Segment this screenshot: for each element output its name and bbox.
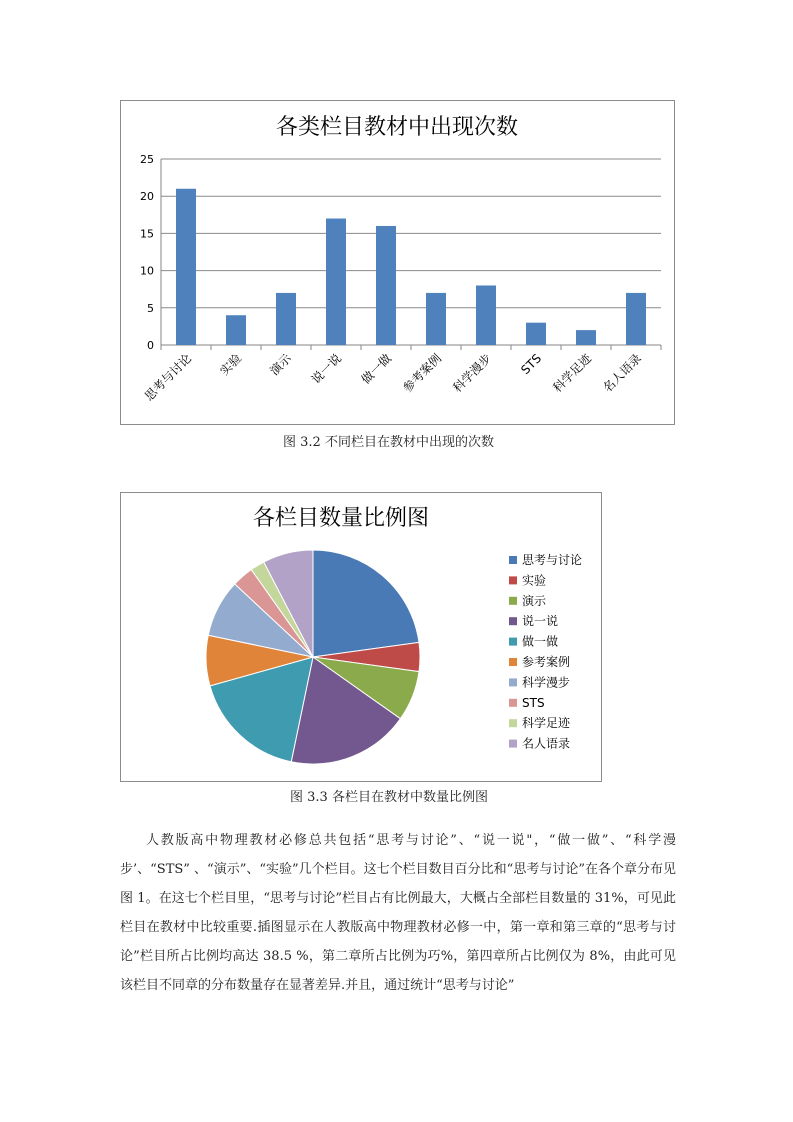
pie-chart-frame	[120, 492, 602, 782]
legend-label: 实验	[522, 573, 547, 588]
legend-swatch	[509, 678, 517, 686]
legend-label: 演示	[522, 593, 547, 608]
legend-swatch	[509, 719, 517, 727]
legend-swatch	[509, 597, 517, 605]
y-tick-label: 10	[140, 264, 154, 278]
legend-label: 科学足迹	[522, 716, 571, 731]
x-tick-label: 科学漫步	[450, 351, 495, 396]
x-tick-label: 科学足迹	[550, 351, 595, 396]
pie-slice	[313, 550, 419, 657]
x-tick-label: STS	[518, 351, 545, 378]
figure-caption-bar: 图 3.2 不同栏目在教材中出现的次数	[283, 435, 494, 450]
legend-swatch	[509, 556, 517, 564]
y-tick-label: 0	[147, 339, 154, 352]
pie-chart	[121, 493, 601, 781]
body-text	[120, 826, 676, 1000]
figure-caption-pie: 图 3.3 各栏目在教材中数量比例图	[290, 790, 488, 805]
bar	[276, 293, 296, 345]
y-tick-label: 15	[140, 227, 154, 241]
legend-swatch	[509, 699, 517, 707]
x-tick-label: 演示	[267, 351, 295, 379]
legend-label: 参考案例	[522, 655, 571, 669]
bar	[526, 323, 546, 345]
bar	[576, 330, 596, 345]
bar-chart-title: 各类栏目教材中出现次数	[275, 115, 519, 140]
legend-swatch	[509, 658, 517, 666]
x-tick-label: 做一做	[358, 351, 395, 387]
legend-swatch	[509, 638, 517, 646]
bar	[426, 293, 446, 345]
body-paragraph: 人教版高中物理教材必修总共包括“思考与讨论”、“说一说"，“做一做”、“科学漫步’、“STS” 、“演示”、“实验”几个栏目。这七个栏目数目百分比和“思考与讨论”在各个章分布见图 1。在这七个栏目里，“思考与讨论”栏目占有比例最大，大概占全部栏目数量的 31%，可见此栏目在教材中比较重要.插图显示在人教版高中物理教材必修一中，第一章和第三章的“思考与讨论”栏目所占比例均高达 38.5 %，第二章所占比例为巧%，第四章所占比例仅为 8%，由此可见该栏目不同章的分布数量存在显著差异.并且，通过统计“思考与讨论”	[120, 833, 676, 993]
pie-chart-title: 各栏目数量比例图	[252, 506, 430, 531]
y-tick-label: 5	[147, 301, 154, 315]
y-tick-label: 25	[140, 153, 154, 166]
legend-swatch	[509, 576, 517, 584]
legend-label: 科学漫步	[522, 675, 571, 690]
x-tick-label: 实验	[217, 351, 245, 379]
legend-swatch	[509, 617, 517, 625]
legend-label: 做一做	[522, 634, 559, 649]
bar-chart-frame	[120, 100, 675, 425]
legend-label: 说一说	[522, 614, 559, 629]
x-tick-label: 参考案例	[400, 351, 445, 396]
bar	[626, 293, 646, 345]
x-tick-label: 名人语录	[600, 351, 645, 396]
x-tick-label: 思考与讨论	[141, 351, 195, 404]
bar	[376, 226, 396, 345]
bar	[176, 189, 196, 345]
bar	[226, 315, 246, 345]
legend-swatch	[509, 740, 517, 748]
bar	[326, 219, 346, 345]
bar-chart	[121, 101, 674, 424]
x-tick-label: 说一说	[308, 351, 345, 387]
legend-label: STS	[522, 695, 545, 710]
y-tick-label: 20	[140, 190, 154, 204]
bar	[476, 285, 496, 345]
legend-label: 名人语录	[522, 736, 571, 751]
legend-label: 思考与讨论	[522, 553, 583, 567]
